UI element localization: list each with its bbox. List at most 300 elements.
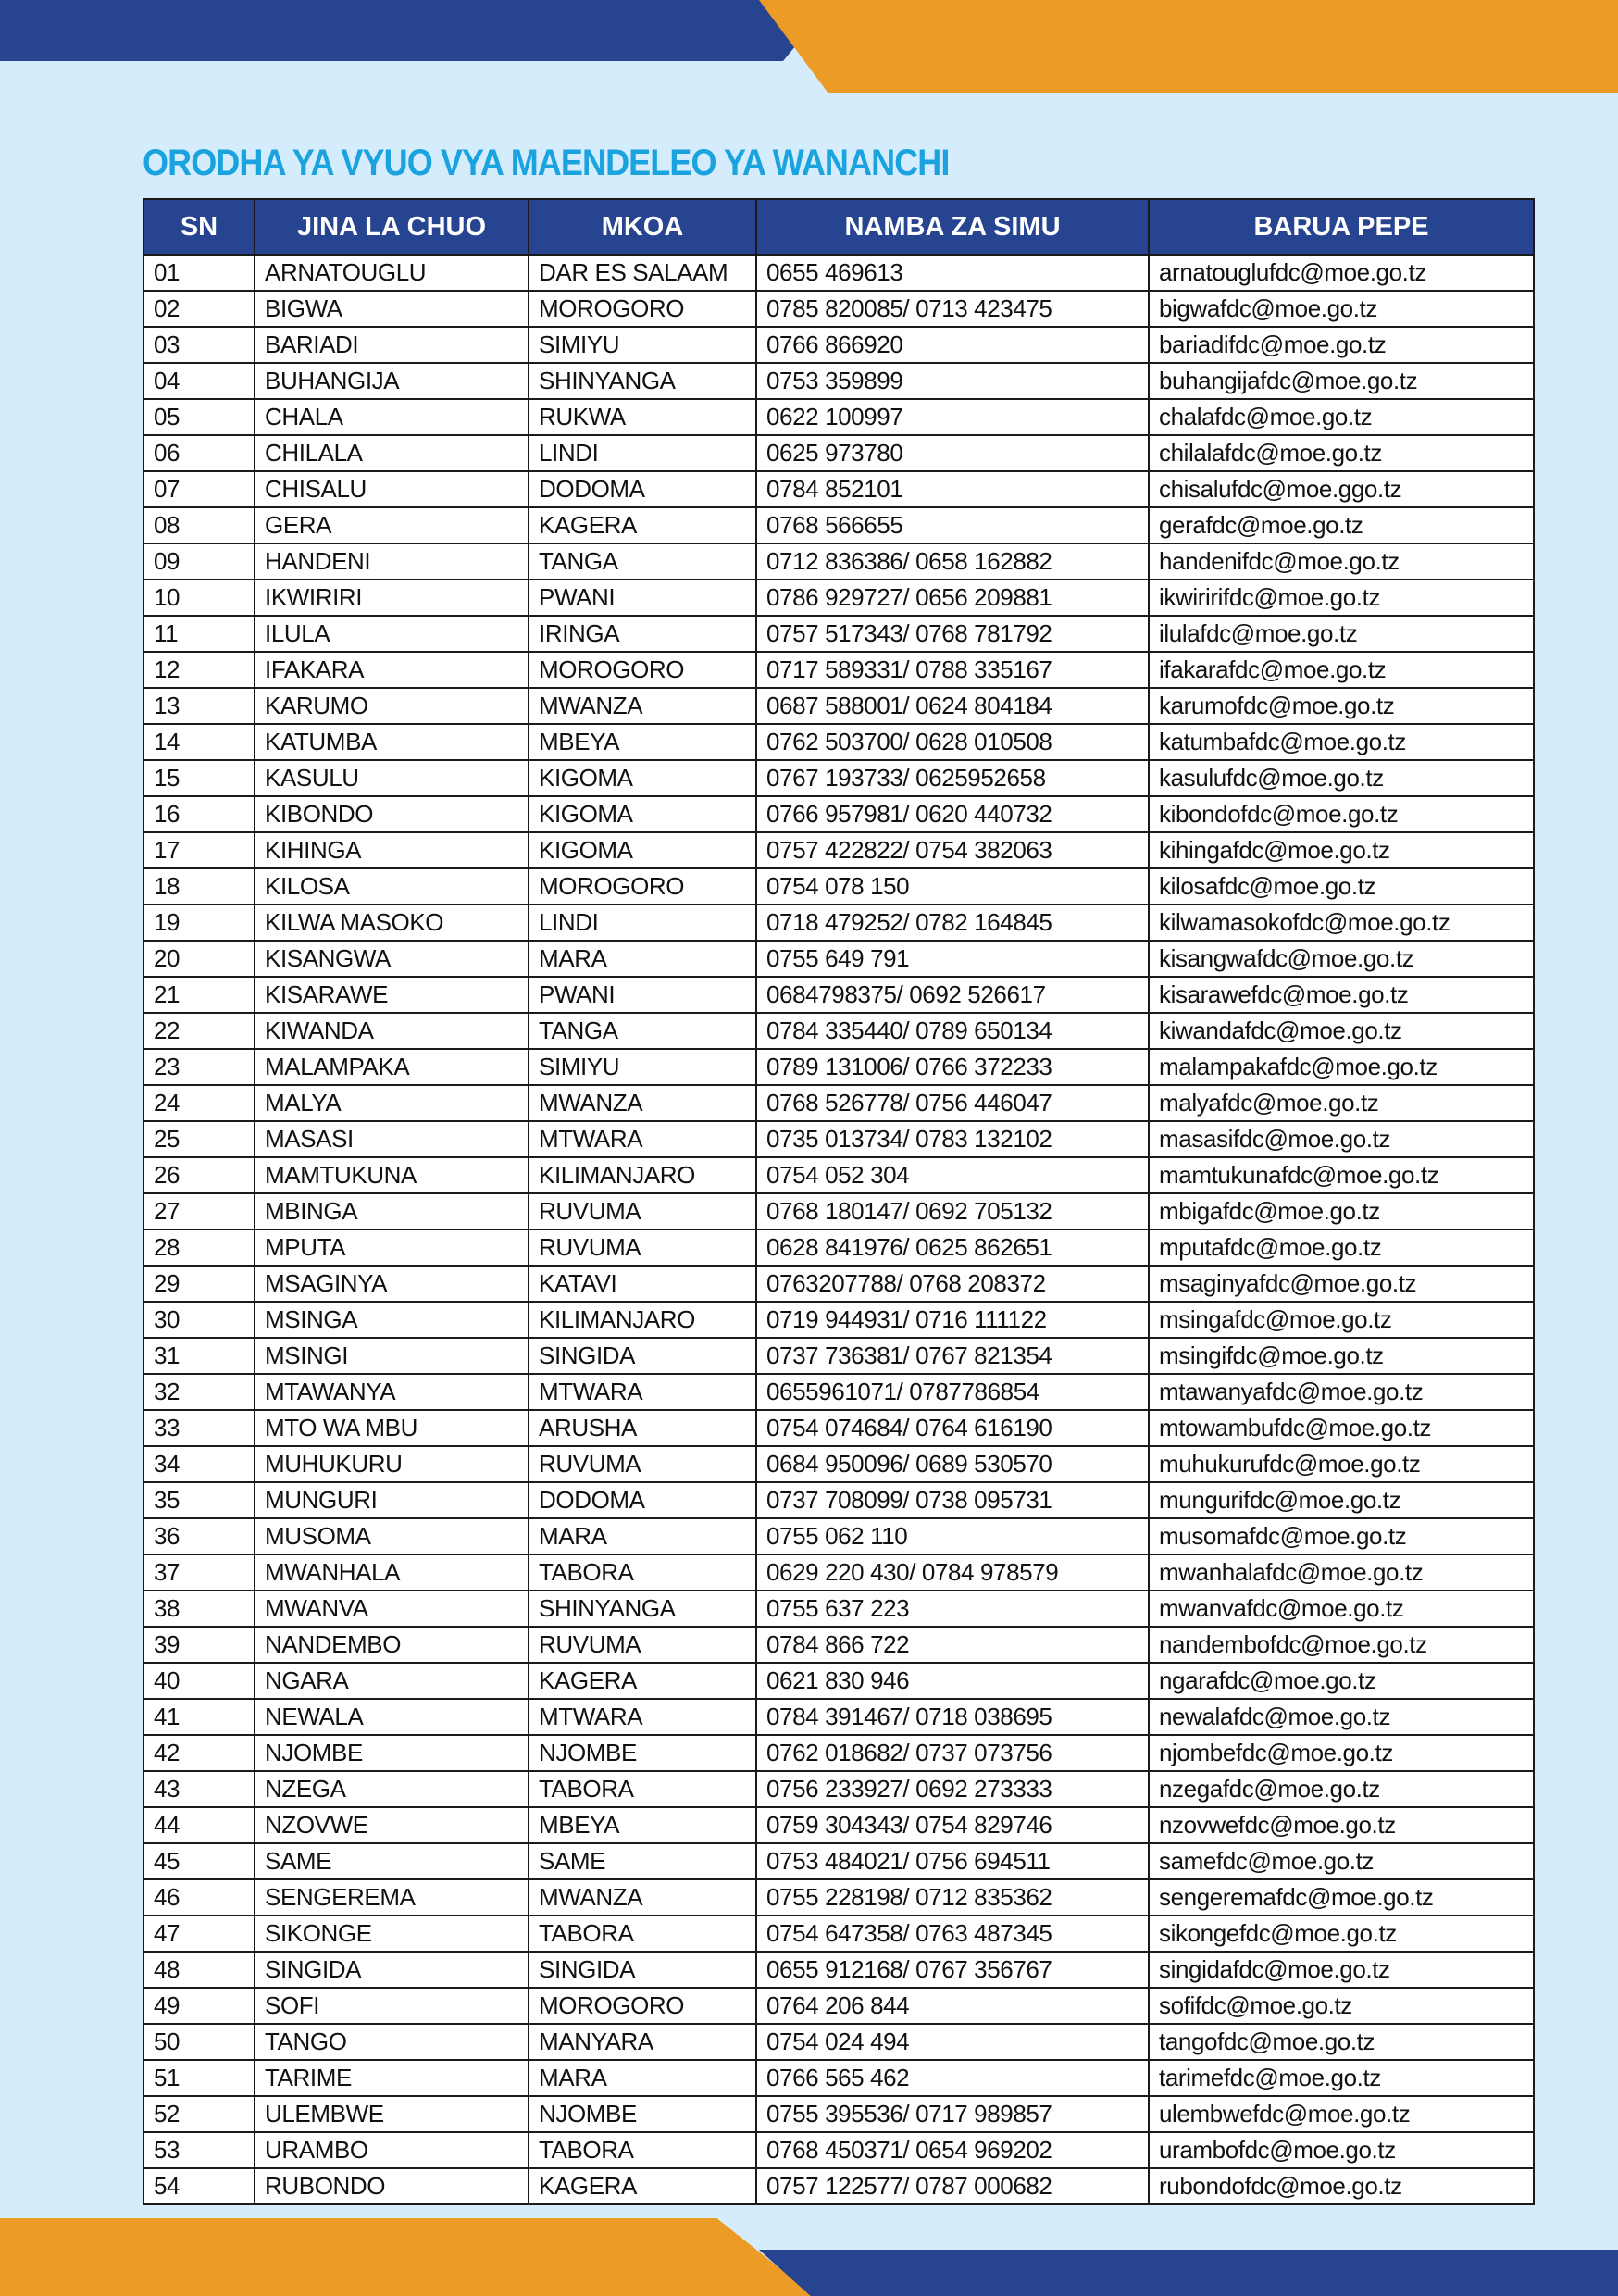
cell-phone: 0719 944931/ 0716 111122: [756, 1302, 1149, 1338]
cell-phone: 0789 131006/ 0766 372233: [756, 1049, 1149, 1085]
cell-phone: 0785 820085/ 0713 423475: [756, 291, 1149, 327]
cell-college-name: ILULA: [255, 616, 529, 652]
cell-college-name: MAMTUKUNA: [255, 1157, 529, 1193]
cell-region: MWANZA: [529, 1085, 756, 1121]
cell-region: SIMIYU: [529, 327, 756, 363]
cell-region: NJOMBE: [529, 1735, 756, 1771]
cell-email[interactable]: buhangijafdc@moe.go.tz: [1149, 363, 1534, 399]
table-row: [143, 1157, 1534, 1193]
cell-college-name: KIWANDA: [255, 1013, 529, 1049]
cell-phone: 0755 637 223: [756, 1591, 1149, 1627]
cell-region: ARUSHA: [529, 1410, 756, 1446]
cell-sn: 46: [143, 1879, 255, 1915]
cell-sn: 12: [143, 652, 255, 688]
cell-sn: 24: [143, 1085, 255, 1121]
cell-sn: 26: [143, 1157, 255, 1193]
cell-email[interactable]: mwanvafdc@moe.go.tz: [1149, 1591, 1534, 1627]
table-row: [143, 1843, 1534, 1879]
cell-region: RUVUMA: [529, 1446, 756, 1482]
cell-college-name: KISARAWE: [255, 977, 529, 1013]
cell-college-name: MSAGINYA: [255, 1266, 529, 1302]
cell-phone: 0687 588001/ 0624 804184: [756, 688, 1149, 724]
table-row: [143, 832, 1534, 868]
cell-phone: 0754 024 494: [756, 2024, 1149, 2060]
cell-phone: 0755 228198/ 0712 835362: [756, 1879, 1149, 1915]
table-row: [143, 2024, 1534, 2060]
cell-sn: 28: [143, 1229, 255, 1266]
cell-sn: 25: [143, 1121, 255, 1157]
table-row: [143, 1013, 1534, 1049]
cell-sn: 41: [143, 1699, 255, 1735]
cell-email[interactable]: handenifdc@moe.go.tz: [1149, 543, 1534, 580]
table-row: [143, 1915, 1534, 1952]
cell-sn: 38: [143, 1591, 255, 1627]
cell-region: MBEYA: [529, 1807, 756, 1843]
cell-phone: 0755 395536/ 0717 989857: [756, 2096, 1149, 2132]
cell-sn: 22: [143, 1013, 255, 1049]
cell-sn: 14: [143, 724, 255, 760]
cell-email[interactable]: kisarawefdc@moe.go.tz: [1149, 977, 1534, 1013]
table-row: [143, 327, 1534, 363]
cell-phone: 0784 852101: [756, 471, 1149, 507]
cell-phone: 0684798375/ 0692 526617: [756, 977, 1149, 1013]
table-row: [143, 1699, 1534, 1735]
cell-college-name: CHILALA: [255, 435, 529, 471]
cell-phone: 0757 122577/ 0787 000682: [756, 2168, 1149, 2204]
cell-college-name: KATUMBA: [255, 724, 529, 760]
cell-email[interactable]: sengeremafdc@moe.go.tz: [1149, 1879, 1534, 1915]
cell-region: TANGA: [529, 543, 756, 580]
cell-email[interactable]: kibondofdc@moe.go.tz: [1149, 796, 1534, 832]
cell-region: MARA: [529, 2060, 756, 2096]
column-header-region: MKOA: [529, 199, 756, 255]
cell-sn: 09: [143, 543, 255, 580]
cell-email[interactable]: nzovwefdc@moe.go.tz: [1149, 1807, 1534, 1843]
cell-email[interactable]: samefdc@moe.go.tz: [1149, 1843, 1534, 1879]
cell-phone: 0754 647358/ 0763 487345: [756, 1915, 1149, 1952]
cell-region: IRINGA: [529, 616, 756, 652]
cell-sn: 37: [143, 1554, 255, 1591]
cell-college-name: NGARA: [255, 1663, 529, 1699]
top-blue-band: [0, 0, 833, 61]
table-row: [143, 1410, 1534, 1446]
cell-region: MBEYA: [529, 724, 756, 760]
cell-college-name: CHALA: [255, 399, 529, 435]
bottom-orange-band: [0, 2218, 815, 2296]
table-row: [143, 905, 1534, 941]
cell-phone: 0737 736381/ 0767 821354: [756, 1338, 1149, 1374]
cell-college-name: IFAKARA: [255, 652, 529, 688]
cell-sn: 03: [143, 327, 255, 363]
cell-college-name: MTO WA MBU: [255, 1410, 529, 1446]
cell-phone: 0754 074684/ 0764 616190: [756, 1410, 1149, 1446]
cell-sn: 18: [143, 868, 255, 905]
table-row: [143, 1988, 1534, 2024]
table-row: [143, 399, 1534, 435]
table-row: [143, 1193, 1534, 1229]
cell-region: KAGERA: [529, 1663, 756, 1699]
cell-region: SHINYANGA: [529, 363, 756, 399]
cell-phone: 0621 830 946: [756, 1663, 1149, 1699]
cell-email[interactable]: muhukurufdc@moe.go.tz: [1149, 1446, 1534, 1482]
cell-sn: 16: [143, 796, 255, 832]
cell-email[interactable]: rubondofdc@moe.go.tz: [1149, 2168, 1534, 2204]
table-row: [143, 1952, 1534, 1988]
cell-region: MTWARA: [529, 1374, 756, 1410]
cell-sn: 06: [143, 435, 255, 471]
cell-email[interactable]: arnatouglufdc@moe.go.tz: [1149, 255, 1534, 291]
cell-email[interactable]: urambofdc@moe.go.tz: [1149, 2132, 1534, 2168]
cell-college-name: SAME: [255, 1843, 529, 1879]
cell-sn: 30: [143, 1302, 255, 1338]
cell-email[interactable]: kihingafdc@moe.go.tz: [1149, 832, 1534, 868]
cell-college-name: TANGO: [255, 2024, 529, 2060]
cell-sn: 21: [143, 977, 255, 1013]
cell-sn: 10: [143, 580, 255, 616]
cell-region: KAGERA: [529, 507, 756, 543]
cell-college-name: MALYA: [255, 1085, 529, 1121]
cell-phone: 0766 866920: [756, 327, 1149, 363]
cell-phone: 0655 912168/ 0767 356767: [756, 1952, 1149, 1988]
table-row: [143, 1807, 1534, 1843]
cell-sn: 07: [143, 471, 255, 507]
cell-sn: 35: [143, 1482, 255, 1518]
cell-college-name: MBINGA: [255, 1193, 529, 1229]
bottom-blue-band: [759, 2250, 1618, 2296]
cell-region: MOROGORO: [529, 868, 756, 905]
table-row: [143, 941, 1534, 977]
cell-college-name: RUBONDO: [255, 2168, 529, 2204]
cell-sn: 54: [143, 2168, 255, 2204]
page-title: ORODHA YA VYUO VYA MAENDELEO YA WANANCHI: [143, 143, 950, 183]
cell-email[interactable]: newalafdc@moe.go.tz: [1149, 1699, 1534, 1735]
table-row: [143, 616, 1534, 652]
cell-college-name: ARNATOUGLU: [255, 255, 529, 291]
cell-phone: 0759 304343/ 0754 829746: [756, 1807, 1149, 1843]
cell-college-name: BARIADI: [255, 327, 529, 363]
cell-sn: 02: [143, 291, 255, 327]
table-row: [143, 435, 1534, 471]
cell-region: SAME: [529, 1843, 756, 1879]
cell-region: MTWARA: [529, 1699, 756, 1735]
cell-email[interactable]: gerafdc@moe.go.tz: [1149, 507, 1534, 543]
table-row: [143, 796, 1534, 832]
cell-college-name: KIBONDO: [255, 796, 529, 832]
cell-email[interactable]: nandembofdc@moe.go.tz: [1149, 1627, 1534, 1663]
cell-college-name: MWANHALA: [255, 1554, 529, 1591]
cell-region: RUVUMA: [529, 1627, 756, 1663]
cell-sn: 51: [143, 2060, 255, 2096]
cell-region: MTWARA: [529, 1121, 756, 1157]
cell-college-name: MUHUKURU: [255, 1446, 529, 1482]
table-row: [143, 580, 1534, 616]
column-header-email: BARUA PEPE: [1149, 199, 1534, 255]
column-header-sn: SN: [143, 199, 255, 255]
cell-email[interactable]: chisalufdc@moe.ggo.tz: [1149, 471, 1534, 507]
cell-phone: 0768 526778/ 0756 446047: [756, 1085, 1149, 1121]
cell-region: DODOMA: [529, 471, 756, 507]
cell-email[interactable]: ilulafdc@moe.go.tz: [1149, 616, 1534, 652]
cell-phone: 0766 957981/ 0620 440732: [756, 796, 1149, 832]
cell-college-name: NZOVWE: [255, 1807, 529, 1843]
cell-sn: 17: [143, 832, 255, 868]
cell-email[interactable]: mungurifdc@moe.go.tz: [1149, 1482, 1534, 1518]
table-row: [143, 1121, 1534, 1157]
cell-email[interactable]: sikongefdc@moe.go.tz: [1149, 1915, 1534, 1952]
cell-email[interactable]: ngarafdc@moe.go.tz: [1149, 1663, 1534, 1699]
cell-phone: 0755 649 791: [756, 941, 1149, 977]
cell-email[interactable]: nzegafdc@moe.go.tz: [1149, 1771, 1534, 1807]
table-row: [143, 688, 1534, 724]
cell-college-name: SOFI: [255, 1988, 529, 2024]
cell-email[interactable]: msaginyafdc@moe.go.tz: [1149, 1266, 1534, 1302]
cell-sn: 52: [143, 2096, 255, 2132]
cell-email[interactable]: karumofdc@moe.go.tz: [1149, 688, 1534, 724]
table-row: [143, 1338, 1534, 1374]
table-row: [143, 255, 1534, 291]
cell-email[interactable]: singidafdc@moe.go.tz: [1149, 1952, 1534, 1988]
cell-region: MANYARA: [529, 2024, 756, 2060]
cell-phone: 0757 422822/ 0754 382063: [756, 832, 1149, 868]
cell-email[interactable]: bariadifdc@moe.go.tz: [1149, 327, 1534, 363]
cell-email[interactable]: kisangwafdc@moe.go.tz: [1149, 941, 1534, 977]
cell-phone: 0768 566655: [756, 507, 1149, 543]
cell-email[interactable]: msingifdc@moe.go.tz: [1149, 1338, 1534, 1374]
cell-sn: 19: [143, 905, 255, 941]
cell-email[interactable]: bigwafdc@moe.go.tz: [1149, 291, 1534, 327]
cell-region: SIMIYU: [529, 1049, 756, 1085]
top-orange-band: [759, 0, 1618, 93]
cell-college-name: KARUMO: [255, 688, 529, 724]
cell-sn: 11: [143, 616, 255, 652]
cell-email[interactable]: ifakarafdc@moe.go.tz: [1149, 652, 1534, 688]
table-row: [143, 760, 1534, 796]
cell-phone: 0655961071/ 0787786854: [756, 1374, 1149, 1410]
cell-email[interactable]: chalafdc@moe.go.tz: [1149, 399, 1534, 435]
cell-phone: 0753 359899: [756, 363, 1149, 399]
table-row: [143, 1302, 1534, 1338]
table-row: [143, 1663, 1534, 1699]
cell-phone: 0735 013734/ 0783 132102: [756, 1121, 1149, 1157]
cell-phone: 0768 450371/ 0654 969202: [756, 2132, 1149, 2168]
cell-email[interactable]: kilosafdc@moe.go.tz: [1149, 868, 1534, 905]
cell-sn: 20: [143, 941, 255, 977]
table-row: [143, 1266, 1534, 1302]
cell-phone: 0784 335440/ 0789 650134: [756, 1013, 1149, 1049]
cell-sn: 08: [143, 507, 255, 543]
cell-region: TABORA: [529, 1771, 756, 1807]
cell-college-name: NANDEMBO: [255, 1627, 529, 1663]
cell-phone: 0655 469613: [756, 255, 1149, 291]
cell-sn: 32: [143, 1374, 255, 1410]
cell-college-name: NZEGA: [255, 1771, 529, 1807]
cell-college-name: NEWALA: [255, 1699, 529, 1735]
cell-phone: 0625 973780: [756, 435, 1149, 471]
college-table: [143, 198, 1535, 2205]
cell-college-name: KILWA MASOKO: [255, 905, 529, 941]
cell-college-name: MTAWANYA: [255, 1374, 529, 1410]
cell-phone: 0762 018682/ 0737 073756: [756, 1735, 1149, 1771]
cell-region: TANGA: [529, 1013, 756, 1049]
cell-sn: 43: [143, 1771, 255, 1807]
cell-phone: 0767 193733/ 0625952658: [756, 760, 1149, 796]
cell-sn: 42: [143, 1735, 255, 1771]
cell-phone: 0763207788/ 0768 208372: [756, 1266, 1149, 1302]
cell-email[interactable]: tarimefdc@moe.go.tz: [1149, 2060, 1534, 2096]
cell-email[interactable]: malampakafdc@moe.go.tz: [1149, 1049, 1534, 1085]
cell-email[interactable]: kilwamasokofdc@moe.go.tz: [1149, 905, 1534, 941]
cell-email[interactable]: mbigafdc@moe.go.tz: [1149, 1193, 1534, 1229]
column-header-name: JINA LA CHUO: [255, 199, 529, 255]
cell-phone: 0784 391467/ 0718 038695: [756, 1699, 1149, 1735]
cell-region: RUVUMA: [529, 1193, 756, 1229]
table-row: [143, 1229, 1534, 1266]
cell-region: SINGIDA: [529, 1338, 756, 1374]
cell-region: MARA: [529, 1518, 756, 1554]
cell-region: DODOMA: [529, 1482, 756, 1518]
cell-college-name: CHISALU: [255, 471, 529, 507]
cell-email[interactable]: mtowambufdc@moe.go.tz: [1149, 1410, 1534, 1446]
cell-college-name: SIKONGE: [255, 1915, 529, 1952]
cell-college-name: IKWIRIRI: [255, 580, 529, 616]
cell-email[interactable]: mwanhalafdc@moe.go.tz: [1149, 1554, 1534, 1591]
cell-region: MWANZA: [529, 1879, 756, 1915]
table-row: [143, 543, 1534, 580]
cell-sn: 49: [143, 1988, 255, 2024]
cell-college-name: KASULU: [255, 760, 529, 796]
cell-region: PWANI: [529, 580, 756, 616]
cell-sn: 47: [143, 1915, 255, 1952]
cell-email[interactable]: katumbafdc@moe.go.tz: [1149, 724, 1534, 760]
cell-email[interactable]: sofifdc@moe.go.tz: [1149, 1988, 1534, 2024]
cell-sn: 05: [143, 399, 255, 435]
cell-phone: 0718 479252/ 0782 164845: [756, 905, 1149, 941]
cell-region: MOROGORO: [529, 291, 756, 327]
cell-region: LINDI: [529, 435, 756, 471]
cell-sn: 13: [143, 688, 255, 724]
cell-college-name: NJOMBE: [255, 1735, 529, 1771]
cell-email[interactable]: msingafdc@moe.go.tz: [1149, 1302, 1534, 1338]
cell-region: KAGERA: [529, 2168, 756, 2204]
cell-email[interactable]: mamtukunafdc@moe.go.tz: [1149, 1157, 1534, 1193]
cell-college-name: MALAMPAKA: [255, 1049, 529, 1085]
cell-region: MOROGORO: [529, 1988, 756, 2024]
cell-email[interactable]: tangofdc@moe.go.tz: [1149, 2024, 1534, 2060]
cell-region: RUVUMA: [529, 1229, 756, 1266]
cell-college-name: MUNGURI: [255, 1482, 529, 1518]
table-row: [143, 2096, 1534, 2132]
cell-college-name: KIHINGA: [255, 832, 529, 868]
cell-phone: 0768 180147/ 0692 705132: [756, 1193, 1149, 1229]
table-row: [143, 1627, 1534, 1663]
cell-college-name: SENGEREMA: [255, 1879, 529, 1915]
cell-sn: 23: [143, 1049, 255, 1085]
cell-sn: 36: [143, 1518, 255, 1554]
cell-region: PWANI: [529, 977, 756, 1013]
table-row: [143, 1518, 1534, 1554]
cell-sn: 01: [143, 255, 255, 291]
table-row: [143, 1591, 1534, 1627]
cell-email[interactable]: masasifdc@moe.go.tz: [1149, 1121, 1534, 1157]
cell-email[interactable]: musomafdc@moe.go.tz: [1149, 1518, 1534, 1554]
cell-region: DAR ES SALAAM: [529, 255, 756, 291]
cell-phone: 0766 565 462: [756, 2060, 1149, 2096]
cell-region: KIGOMA: [529, 832, 756, 868]
cell-region: RUKWA: [529, 399, 756, 435]
table-row: [143, 1085, 1534, 1121]
cell-college-name: MASASI: [255, 1121, 529, 1157]
cell-region: NJOMBE: [529, 2096, 756, 2132]
table-row: [143, 507, 1534, 543]
table-row: [143, 2168, 1534, 2204]
cell-college-name: URAMBO: [255, 2132, 529, 2168]
cell-phone: 0628 841976/ 0625 862651: [756, 1229, 1149, 1266]
cell-sn: 53: [143, 2132, 255, 2168]
cell-email[interactable]: ulembwefdc@moe.go.tz: [1149, 2096, 1534, 2132]
cell-college-name: MSINGI: [255, 1338, 529, 1374]
cell-college-name: BUHANGIJA: [255, 363, 529, 399]
cell-phone: 0757 517343/ 0768 781792: [756, 616, 1149, 652]
cell-college-name: MPUTA: [255, 1229, 529, 1266]
cell-region: KILIMANJARO: [529, 1157, 756, 1193]
table-row: [143, 1446, 1534, 1482]
table-row: [143, 1735, 1534, 1771]
cell-phone: 0753 484021/ 0756 694511: [756, 1843, 1149, 1879]
cell-region: TABORA: [529, 1915, 756, 1952]
table-row: [143, 2132, 1534, 2168]
table-row: [143, 1554, 1534, 1591]
cell-region: MOROGORO: [529, 652, 756, 688]
cell-sn: 44: [143, 1807, 255, 1843]
cell-sn: 31: [143, 1338, 255, 1374]
cell-sn: 29: [143, 1266, 255, 1302]
table-row: [143, 2060, 1534, 2096]
cell-email[interactable]: malyafdc@moe.go.tz: [1149, 1085, 1534, 1121]
cell-college-name: MSINGA: [255, 1302, 529, 1338]
cell-sn: 50: [143, 2024, 255, 2060]
cell-region: KILIMANJARO: [529, 1302, 756, 1338]
cell-phone: 0712 836386/ 0658 162882: [756, 543, 1149, 580]
cell-email[interactable]: mputafdc@moe.go.tz: [1149, 1229, 1534, 1266]
cell-sn: 34: [143, 1446, 255, 1482]
cell-sn: 48: [143, 1952, 255, 1988]
cell-phone: 0629 220 430/ 0784 978579: [756, 1554, 1149, 1591]
cell-region: MARA: [529, 941, 756, 977]
cell-email[interactable]: kiwandafdc@moe.go.tz: [1149, 1013, 1534, 1049]
cell-sn: 40: [143, 1663, 255, 1699]
cell-email[interactable]: mtawanyafdc@moe.go.tz: [1149, 1374, 1534, 1410]
cell-email[interactable]: chilalafdc@moe.go.tz: [1149, 435, 1534, 471]
cell-sn: 15: [143, 760, 255, 796]
cell-email[interactable]: njombefdc@moe.go.tz: [1149, 1735, 1534, 1771]
cell-email[interactable]: kasulufdc@moe.go.tz: [1149, 760, 1534, 796]
table-row: [143, 291, 1534, 327]
cell-phone: 0755 062 110: [756, 1518, 1149, 1554]
cell-college-name: KILOSA: [255, 868, 529, 905]
cell-region: TABORA: [529, 1554, 756, 1591]
cell-region: SINGIDA: [529, 1952, 756, 1988]
cell-phone: 0764 206 844: [756, 1988, 1149, 2024]
cell-phone: 0762 503700/ 0628 010508: [756, 724, 1149, 760]
cell-phone: 0684 950096/ 0689 530570: [756, 1446, 1149, 1482]
table-row: [143, 363, 1534, 399]
table-header-row: [143, 199, 1534, 255]
table-row: [143, 977, 1534, 1013]
cell-email[interactable]: ikwiririfdc@moe.go.tz: [1149, 580, 1534, 616]
cell-region: MWANZA: [529, 688, 756, 724]
cell-phone: 0717 589331/ 0788 335167: [756, 652, 1149, 688]
cell-sn: 39: [143, 1627, 255, 1663]
